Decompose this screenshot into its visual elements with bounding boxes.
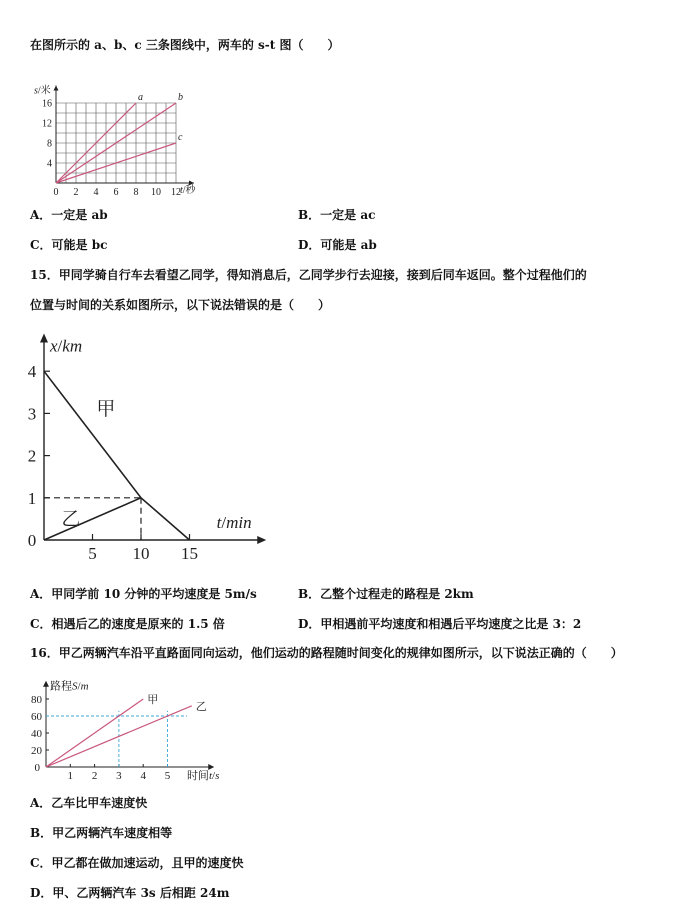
q16-chart — [22, 676, 262, 786]
y-tick-label: 4 — [47, 158, 52, 170]
q14-option-a[interactable]: A．一定是 ab — [30, 208, 108, 222]
x-axis-label: t/min — [216, 513, 252, 532]
y-tick-label: 8 — [47, 138, 52, 150]
x-tick-label: 4 — [93, 187, 99, 198]
q16-stem: 16．甲乙两辆汽车沿平直路面同向运动，他们运动的路程随时间变化的规律如图所示，以下说法正确的（ ） — [30, 646, 623, 660]
y-axis-arrow — [43, 681, 49, 687]
q15-option-c[interactable]: C．相遇后乙的速度是原来的 1.5 倍 — [30, 617, 225, 631]
q14-chart — [28, 60, 228, 200]
y-axis-label: x/km — [50, 336, 83, 356]
q15-option-a[interactable]: A．甲同学前 10 分钟的平均速度是 5m/s — [30, 587, 257, 601]
y-axis-label: s/米 — [34, 85, 51, 97]
y-tick-label: 4 — [27, 362, 37, 382]
x-tick-label: 4 — [140, 770, 146, 782]
series-label-甲: 甲 — [147, 694, 159, 706]
x-tick-label: 3 — [116, 770, 122, 782]
origin-label: 0 — [34, 762, 40, 774]
x-tick-label: 10 — [151, 187, 161, 198]
x-tick-label: 2 — [73, 187, 79, 198]
x-tick-label: 5 — [164, 770, 171, 782]
x-axis-label: t/秒 — [180, 185, 196, 196]
q15-option-d[interactable]: D．甲相遇前平均速度和相遇后平均速度之比是 3：2 — [298, 617, 582, 631]
x-axis-label: 时间t/s — [186, 770, 220, 782]
x-tick-label: 8 — [133, 187, 139, 198]
q14-option-b[interactable]: B．一定是 ac — [298, 208, 376, 222]
y-tick-label: 16 — [42, 98, 52, 110]
x-tick-label: 5 — [88, 544, 97, 563]
series-label-乙: 乙 — [61, 508, 81, 530]
q16-option-d[interactable]: D．甲、乙两辆汽车 3s 后相距 24m — [30, 886, 230, 900]
series-line-甲 — [46, 699, 143, 767]
y-tick-label: 60 — [31, 711, 42, 723]
q16-option-a[interactable]: A．乙车比甲车速度快 — [30, 796, 148, 810]
y-tick-label: 1 — [27, 488, 37, 508]
series-label-c: c — [178, 132, 183, 143]
y-tick-label: 20 — [31, 745, 42, 757]
x-tick-label: 1 — [67, 770, 74, 782]
y-tick-label: 12 — [42, 118, 52, 130]
y-axis-label: 路程S/m — [50, 680, 89, 693]
y-tick-label: 80 — [31, 694, 42, 706]
origin-label: 0 — [27, 531, 37, 550]
y-tick-label: 3 — [27, 404, 37, 424]
x-tick-label: 12 — [171, 187, 181, 198]
x-tick-label: 15 — [181, 544, 198, 563]
q15-chart — [22, 318, 272, 568]
y-axis-arrow — [54, 86, 59, 91]
q16-option-c[interactable]: C．甲乙都在做加速运动，且甲的速度快 — [30, 856, 244, 870]
series-label-甲: 甲 — [96, 399, 116, 421]
series-label-乙: 乙 — [195, 700, 207, 713]
y-tick-label: 40 — [31, 728, 42, 740]
q14-option-c[interactable]: C．可能是 bc — [30, 238, 108, 252]
q15-option-b[interactable]: B．乙整个过程走的路程是 2km — [298, 587, 474, 601]
y-tick-label: 2 — [27, 446, 37, 466]
x-tick-label: 6 — [113, 187, 119, 198]
x-tick-label: 10 — [132, 544, 150, 563]
series-line-乙 — [44, 498, 141, 540]
y-axis-arrow — [40, 333, 48, 342]
q14-stem: 在图所示的 a、b、c 三条图线中，两车的 s-t 图（ ） — [30, 38, 340, 52]
q14-option-d[interactable]: D．可能是 ab — [298, 238, 377, 252]
x-tick-label: 2 — [91, 770, 98, 782]
q15-stem-line1: 15．甲同学骑自行车去看望乙同学，得知消息后，乙同学步行去迎接，接到后同车返回。整个过程他们的 — [30, 268, 587, 282]
series-label-a: a — [138, 92, 143, 103]
x-axis-arrow — [257, 536, 266, 544]
q15-stem-line2: 位置与时间的关系如图所示，以下说法错误的是（ ） — [30, 298, 331, 312]
x-tick-label: 0 — [53, 187, 59, 198]
series-label-b: b — [178, 92, 183, 103]
q16-option-b[interactable]: B．甲乙两辆汽车速度相等 — [30, 826, 173, 840]
